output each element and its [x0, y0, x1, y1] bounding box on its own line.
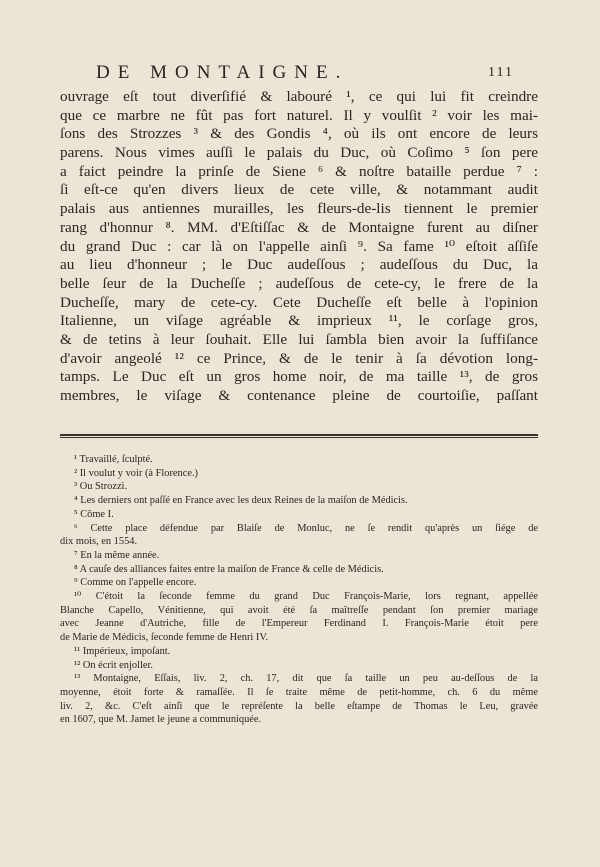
text-line: belle ſeur de la Ducheſſe ; audeſſous de cete-cy, le frere de la [60, 274, 538, 292]
footnote-continuation: Blanche Capello, Vénitienne, qui avoit été ſa maîtreſſe pendant ſon premier mariage [60, 604, 538, 616]
footnote: ⁴ Les derniers ont paſſé en France avec les deux Reines de la maiſon de Médicis. [74, 495, 408, 507]
footnotes [60, 453, 538, 727]
text-line: Ducheſſe, mary de cete-cy. Cete Ducheſſe eſt belle à l'opinion [60, 293, 538, 311]
text-line: du grand Duc : car là on l'appelle ainſi ⁹. Sa fame ¹⁰ eſtoit aſſiſe [60, 237, 538, 255]
footnote-continuation: dix mois, en 1554. [60, 536, 138, 548]
main-text [60, 88, 538, 406]
footnote: ² Il voulut y voir (à Florence.) [74, 467, 199, 479]
running-head [0, 62, 600, 86]
footnote-continuation: avec Jeanne d'Autriche, fille de l'Empereur Ferdinand I. François-Marie étoit pere [60, 618, 538, 630]
footnote: ¹⁰ C'étoit la ſeconde femme du grand Duc François-Marie, lors regnant, appellée [74, 591, 538, 603]
text-line: ſi eſt-ce qu'en divers lieux de cete ville, & notammant audit [60, 181, 538, 199]
footnote: ¹³ Montaigne, Eſſais, liv. 2, ch. 17, dit que ſa taille un peu au-deſſous de la [74, 673, 538, 685]
page-number: 111 [488, 65, 514, 80]
text-line: & de tetins à leur ſouhait. Elle lui ſambla bien avoir la ſuffiſance [60, 330, 538, 348]
footnote: ¹ Travaillé, ſculpté. [74, 454, 153, 465]
running-title: DE MONTAIGNE. [96, 62, 349, 83]
text-line: palais aus antiennes murailles, les fleurs-de-lis tiennent le premier [60, 200, 538, 218]
footnote: ⁹ Comme on l'appelle encore. [74, 577, 197, 589]
footnote: ¹² On écrit enjoller. [74, 659, 153, 671]
text-line: ſons des Strozzes ³ & des Gondis ⁴, où ils ont encore de leurs [60, 125, 538, 143]
footnote-continuation: en 1607, que M. Jamet le jeune a communiquée. [60, 714, 262, 726]
footnote: ¹¹ Impérieux, impoſant. [74, 645, 171, 657]
text-line: que ce marbre ne fût pas fort naturel. Il y voulſit ² voir les mai- [60, 106, 538, 124]
footnote: ⁸ A cauſe des alliances faites entre la maiſon de France & celle de Médicis. [74, 563, 384, 575]
text-line: tamps. Le Duc eſt un gros home noir, de ma taille ¹³, de gros [60, 368, 538, 386]
footnote: ⁶ Cette place défendue par Blaiſe de Monluc, ne ſe rendit qu'après un ſiége de [74, 522, 538, 534]
text-line: rang d'honnur ⁸. MM. d'Eſtiſſac & de Montaigne furent au diſner [60, 218, 538, 236]
text-line: Italienne, un viſage agréable & imprieux ¹¹, le corſage gros, [60, 312, 538, 330]
footnote-continuation: moyenne, étoit forte & ramaſſée. Il ſe traite même de petit-homme, ch. 6 du même [60, 686, 538, 698]
text-line: parens. Nous vimes auſſi le palais du Duc, où Coſimo ⁵ ſon pere [60, 144, 538, 162]
footnote-continuation: liv. 2, &c. C'eſt ainſi que le repréſente la belle eſtampe de Thomas le Leu, gravée [60, 700, 538, 712]
text-line: membres, le viſage & contenance pleine de courtoiſie, paſſant [60, 387, 538, 404]
footnote-rule [60, 434, 538, 438]
text-line: au lieu d'honneur ; le Duc audeſſous ; audeſſous du Duc, la [60, 256, 538, 274]
footnote: ⁵ Côme I. [74, 508, 114, 520]
footnote-continuation: de Marie de Médicis, ſeconde femme de Henri IV. [60, 632, 269, 644]
footnote: ³ Ou Strozzi. [74, 481, 128, 493]
text-line: d'avoir angeolé ¹² ce Prince, & de le tenir à ſa dévotion long- [60, 349, 538, 367]
text-line: ouvrage eſt tout diverſifié & labouré ¹, ce qui lui fit creindre [60, 88, 538, 105]
text-line: a faict peindre la prinſe de Siene ⁶ & noſtre bataille perdue ⁷ : [60, 162, 538, 180]
footnote: ⁷ En la même année. [74, 549, 160, 561]
